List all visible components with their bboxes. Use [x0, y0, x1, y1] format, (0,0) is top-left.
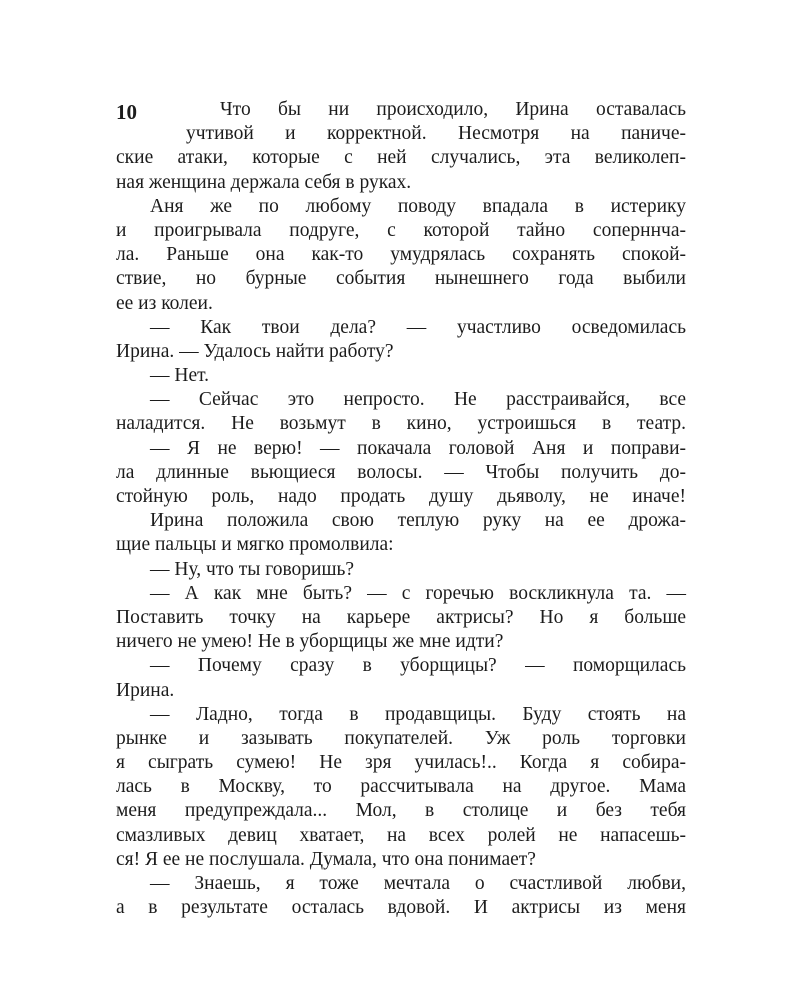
text-line: Ирина положила свою теплую руку на ее дрожа-: [150, 510, 686, 532]
body-text: [116, 98, 686, 920]
text-line: ла. Раньше она как-то умудрялась сохранять спокой-: [116, 244, 686, 266]
text-line: — Почему сразу в уборщицы? — поморщилась: [150, 655, 686, 677]
text-line: учтивой и корректной. Несмотря на паниче-: [186, 123, 686, 145]
text-line: Поставить точку на карьере актрисы? Но я больше: [116, 606, 686, 628]
text-line: — Сейчас это непросто. Не расстраивайся, все: [150, 389, 686, 411]
text-line: ничего не умею! Не в уборщицы же мне идти?: [116, 631, 504, 653]
text-line: ная женщина держала себя в руках.: [116, 171, 412, 193]
text-line: ла длинные вьющиеся волосы. — Чтобы получить до-: [116, 461, 686, 483]
text-line: — Я не верю! — покачала головой Аня и поправи-: [150, 437, 686, 459]
text-line: Ирина. — Удалось найти работу?: [116, 340, 394, 362]
text-line: стойную роль, надо продать душу дьяволу, не иначе!: [116, 486, 686, 507]
text-line: рынке и зазывать покупателей. Уж роль торговки: [116, 727, 686, 749]
text-line: Что бы ни происходило, Ирина оставалась: [220, 99, 686, 120]
text-line: я сыграть сумею! Не зря училась!.. Когда я собира-: [116, 752, 686, 774]
text-line: Аня же по любому поводу впадала в истерику: [150, 195, 686, 217]
text-line: — Ладно, тогда в продавщицы. Буду стоять на: [150, 703, 686, 725]
page-number: 10: [116, 100, 137, 124]
text-line: лась в Москву, то рассчитывала на другое. Мама: [116, 776, 686, 798]
text-line: ся! Я ее не послушала. Думала, что она понимает?: [116, 848, 536, 870]
text-line: — Нет.: [150, 365, 210, 387]
text-line: и проигрывала подруге, с которой тайно соперннча-: [116, 219, 686, 241]
text-line: ствие, но бурные события нынешнего года выбили: [116, 268, 686, 290]
text-line: меня предупреждала... Мол, в столице и без тебя: [116, 800, 686, 822]
text-line: — А как мне быть? — с горечью воскликнула та. —: [150, 582, 686, 604]
text-line: ские атаки, которые с ней случались, эта великолеп-: [116, 147, 686, 169]
text-line: — Знаешь, я тоже мечтала о счастливой любви,: [150, 873, 686, 894]
text-line: — Ну, что ты говоришь?: [150, 558, 355, 580]
text-line: ее из колеи.: [116, 292, 213, 314]
text-line: наладится. Не возьмут в кино, устроишься в театр.: [116, 413, 686, 435]
text-line: щие пальцы и мягко промолвила:: [116, 534, 394, 556]
text-line: смазливых девиц хватает, на всех ролей не напасешь-: [116, 824, 686, 846]
text-line: а в результате осталась вдовой. И актрисы из меня: [116, 897, 686, 919]
text-line: Ирина.: [116, 679, 175, 701]
text-line: — Как твои дела? — участливо осведомилась: [150, 316, 686, 338]
